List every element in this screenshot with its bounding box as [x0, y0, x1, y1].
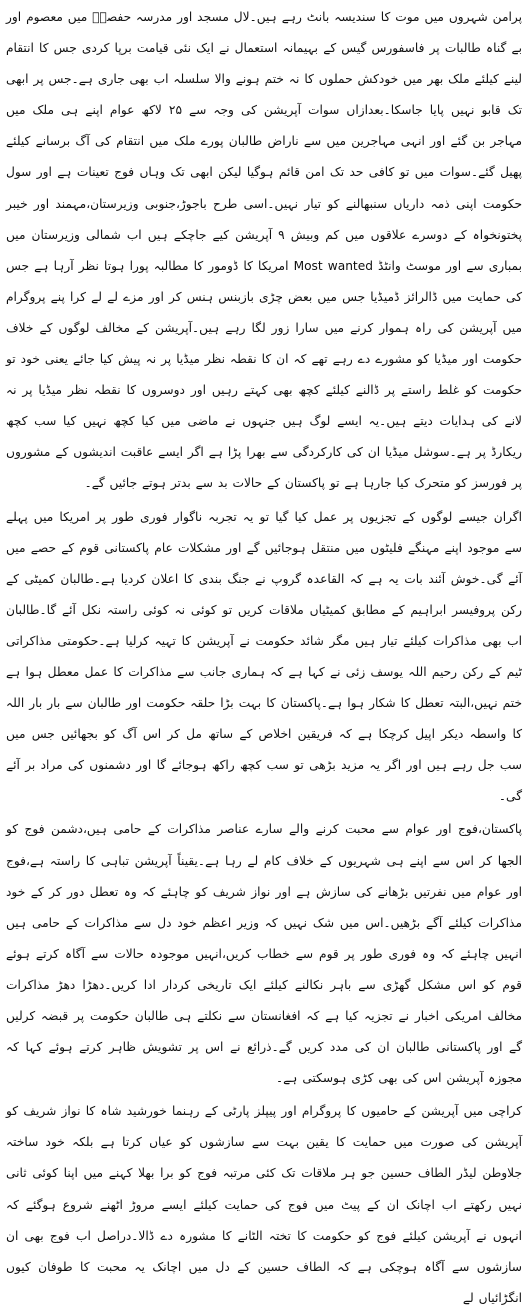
article-paragraph: پاکستان،فوج اور عوام سے محبت کرنے والے سارے عناصر مذاکرات کے حامی ہیں،دشمن فوج کو الجھا کر اس سے اپنے ہی شہریوں کے خلاف کام لے رہا ہے۔یقیناً آپریشن تباہی کا راستہ ہے،فوج اور عوام میں نفرتیں بڑھانے کی سازش ہے اور نواز شریف کو چاہئے کہ وہ تعطل دور کر کے خود مذاکرات کیلئے آگے بڑھیں۔اس میں شک نہیں کہ وزیر اعظم خود دل سے مذاکرات کے حامی ہیں انہیں چاہئے کہ وہ فوری طور پر قوم سے خطاب کریں،انہیں موجودہ حالات سے آگاہ کرتے ہوئے قوم کو اس مشکل گھڑی سے باہر نکالنے کیلئے ایک تاریخی کردار ادا کریں۔دھڑا دھڑ مذاکرات مخالف امریکی اخبار نے تجزیہ کیا ہے کہ افغانستان سے نکلتے ہی طالبان حکومت پر قبضہ کرلیں گے اور پاکستانی طالبان ان کی مدد کریں گے۔ذرائع نے اس پر تشویش ظاہر کرتے ہوئے کہا کہ مجوزہ آپریشن اس کی بھی کڑی ہوسکتی ہے۔: [6, 822, 522, 1086]
article-paragraph: کراچی میں آپریشن کے حامیوں کا پروگرام اور پیپلز پارٹی کے رہنما خورشید شاہ کا نواز شریف کو آپریشن کی صورت میں حمایت کا یقین بہت سے سازشوں کو عیاں کرتا ہے بلکہ خود ساختہ جلاوطن لیڈر الطاف حسین جو ہر ملاقات تک کئی مرتبہ فوج کو برا بھلا کہنے میں اپنا کوئی ثانی نہیں رکھتے اب اچانک ان کے پیٹ میں فوج کی حمایت کیلئے ایسے مروڑ اٹھنے شروع ہوگئے کہ انہوں نے آپریشن کیلئے فوج کو حکومت کا تختہ الٹانے کا مشورہ دے ڈالا۔دراصل اب فوج بھی ان سازشوں سے آگاہ ہوچکی ہے کہ الطاف حسین کے دل میں اچانک یہ محبت کا طوفان کیوں انگڑائیاں لے: [6, 1104, 522, 1305]
article-paragraph: اگران جیسے لوگوں کے تجزیوں پر عمل کیا گیا تو یہ تجربہ ناگوار فوری طور پر امریکا میں پہلے سے موجود اپنے مہنگے فلیٹوں میں منتقل ہوجائیں گے اور مشکلات عام پاکستانی قوم کے حصے میں آئے گی۔خوش آئند بات یہ ہے کہ القاعدہ گروپ نے جنگ بندی کا اعلان کردیا ہے۔طالبان کمیٹی کے رکن پروفیسر ابراہیم کے مطابق کمیٹیاں ملاقات کریں تو کوئی نہ کوئی راستہ نکل آئے گا۔طالبان اب بھی مذاکرات کیلئے تیار ہیں مگر شائد حکومت نے آپریشن کا تہیہ کرلیا ہے۔حکومتی مذاکراتی ٹیم کے رکن رحیم اللہ یوسف زئی نے کہا ہے کہ ہماری جانب سے مذاکرات کا عمل معطل ہوا ہے ختم نہیں،البتہ تعطل کا شکار ہوا ہے۔پاکستان کا بہت بڑا حلقہ حکومت اور طالبان سے بار بار اللہ کا واسطہ دیکر اپیل کرچکا ہے کہ فریقین اخلاص کے ساتھ مل کر اس آگ کو بجھائیں جس میں سب جل رہے ہیں اور اگر یہ مزید بڑھی تو سب کچھ راکھ ہوجائے گا اور دشمنوں کی مراد بر آئے گی۔: [6, 509, 522, 804]
article-paragraph: پرامن شہروں میں موت کا سندیسہ بانٹ رہے ہیں۔لال مسجد اور مدرسہ حفصہؓ میں معصوم اور بے گناہ طالبات پر فاسفورس گیس کے بہیمانہ استعمال نے ایک نئی قیامت برپا کردی جس کا انتقام لینے کیلئے ملک بھر میں خودکش حملوں کا نہ ختم ہونے والا سلسلہ اب بھی جاری ہے۔جس پر ابھی تک قابو نہیں پایا جاسکا۔بعدازاں سوات آپریشن کی وجہ سے ۲۵ لاکھ عوام اپنے ہی ملک میں مہاجر بن گئے اور انہی مہاجرین میں سے ناراض طالبان پورے ملک میں انتقام کی آگ برسانے کیلئے پھیل گئے۔سوات میں تو کافی حد تک امن قائم ہوگیا لیکن ابھی تک وہاں فوج تعینات ہے اور سول حکومت اپنی ذمہ داریاں سنبھالنے کو تیار نہیں۔اسی طرح باجوڑ،جنوبی وزیرستان،مہمند اور خیبر پختونخواہ کے دوسرے علاقوں میں کم وبیش ۹ آپریشن کیے جاچکے ہیں اب شمالی وزیرستان میں بمباری سے اور موسٹ وانٹڈ Most wanted امریکا کا ڈومور کا مطالبہ پورا ہوتا نظر آرہا ہے جس کی حمایت میں ڈالرائز ڈمیڈیا جس میں بعض چڑی بازبنس ہنس کر اور مزے لے لے کرا پنے پروگرام میں آپریشن کی راہ ہموار کرنے میں سارا زور لگا رہے ہیں۔آپریشن کے مخالف لوگوں کے خلاف حکومت اور میڈیا کو مشورے دے رہے تھے کہ ان کا نقطہ نظر میڈیا پر نہ پیش کیا جائے یعنی خود تو حکومت کو غلط راستے پر ڈالنے کیلئے کچھ بھی کہتے رہیں اور دوسروں کا نقطہ نظر میڈیا پر نہ لانے کی ہدایات دیتے ہیں۔یہ ایسے لوگ ہیں جنہوں نے ماضی میں کیا کچھ نہیں کیا سب کچھ ریکارڈ پر ہے۔سوشل میڈیا ان کی کارکردگی سے بھرا پڑا ہے اگر ایسے عاقبت اندیشوں کے مشوروں پر فورسز کو متحرک کیا جارہا ہے تو پاکستان کے حالات بد سے بدتر ہوتے جائیں گے۔: [6, 10, 522, 491]
article-body: [4, 2, 524, 1305]
